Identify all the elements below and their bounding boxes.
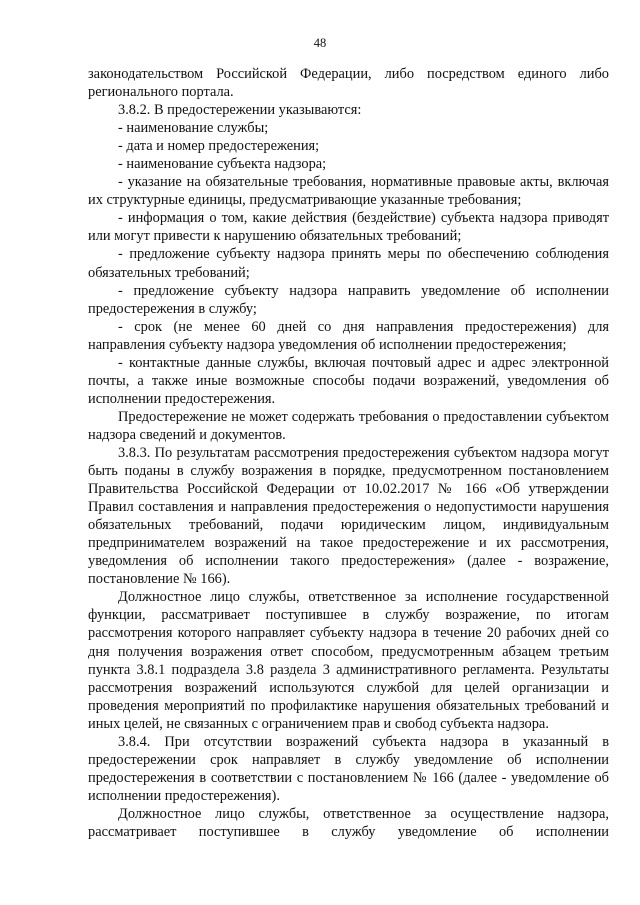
list-item: - контактные данные службы, включая почтовый адрес и адрес электронной почты, а также иные возможные способы подачи возражений, уведомления об исполнении предостережения. <box>88 354 609 407</box>
list-item: - наименование субъекта надзора; <box>118 156 327 173</box>
paragraph: Должностное лицо службы, ответственное за осуществление надзора, рассматривает поступившее в службу уведомление об исполнении <box>88 805 609 840</box>
list-item: - предложение субъекту надзора принять меры по обеспечению соблюдения обязательных требований; <box>88 246 609 281</box>
page-number: 48 <box>313 36 327 50</box>
list-item: - срок (не менее 60 дней со дня направления предостережения) для направления субъекту надзора уведомления об исполнении предостережения; <box>88 318 609 353</box>
document-body <box>88 65 609 841</box>
paragraph: 3.8.2. В предостережении указываются: <box>118 102 362 119</box>
list-item: - указание на обязательные требования, нормативные правовые акты, включая их структурные единицы, предусматривающие указанные требования; <box>88 174 609 209</box>
paragraph: 3.8.3. По результатам рассмотрения предостережения субъектом надзора могут быть поданы в службу возражения в порядке, предусмотренном постановлением Правительства Российской Федерации от 10.02.2017 № 166 «Об утверждении Правил составления и направления предостережения о недопустимости нарушения обязательных требований, подачи юридическим лицом, индивидуальным предпринимателем возражений на такое предостережение и их рассмотрения, уведомления об исполнении такого предостережения» (далее - возражение, постановление № 166). <box>88 444 609 588</box>
paragraph: законодательством Российской Федерации, либо посредством единого либо регионального портала. <box>88 66 609 101</box>
list-item: - информация о том, какие действия (бездействие) субъекта надзора приводят или могут привести к нарушению обязательных требований; <box>88 210 609 245</box>
paragraph: Должностное лицо службы, ответственное за исполнение государственной функции, рассматривает поступившее в службу возражение, по итогам рассмотрения которого направляет субъекту надзора в течение 20 рабочих дней со дня получения возражения ответ способом, предусмотренным абзацем третьим пункта 3.8.1 подраздела 3.8 раздела 3 административного регламента. Результаты рассмотрения возражений используются службой для целей организации и проведения мероприятий по профилактике нарушения обязательных требований и иных целей, не связанных с ограничением прав и свобод субъекта надзора. <box>88 589 609 732</box>
list-item: - дата и номер предостережения; <box>118 138 320 155</box>
list-item: - предложение субъекту надзора направить уведомление об исполнении предостережения в службу; <box>88 282 609 317</box>
paragraph: 3.8.4. При отсутствии возражений субъекта надзора в указанный в предостережении срок направляет в службу уведомление об исполнении предостережения в соответствии с постановлением № 166 (далее - уведомление об исполнении предостережения). <box>88 733 609 804</box>
list-item: - наименование службы; <box>118 120 269 137</box>
paragraph: Предостережение не может содержать требования о предоставлении субъектом надзора сведений и документов. <box>88 408 609 443</box>
